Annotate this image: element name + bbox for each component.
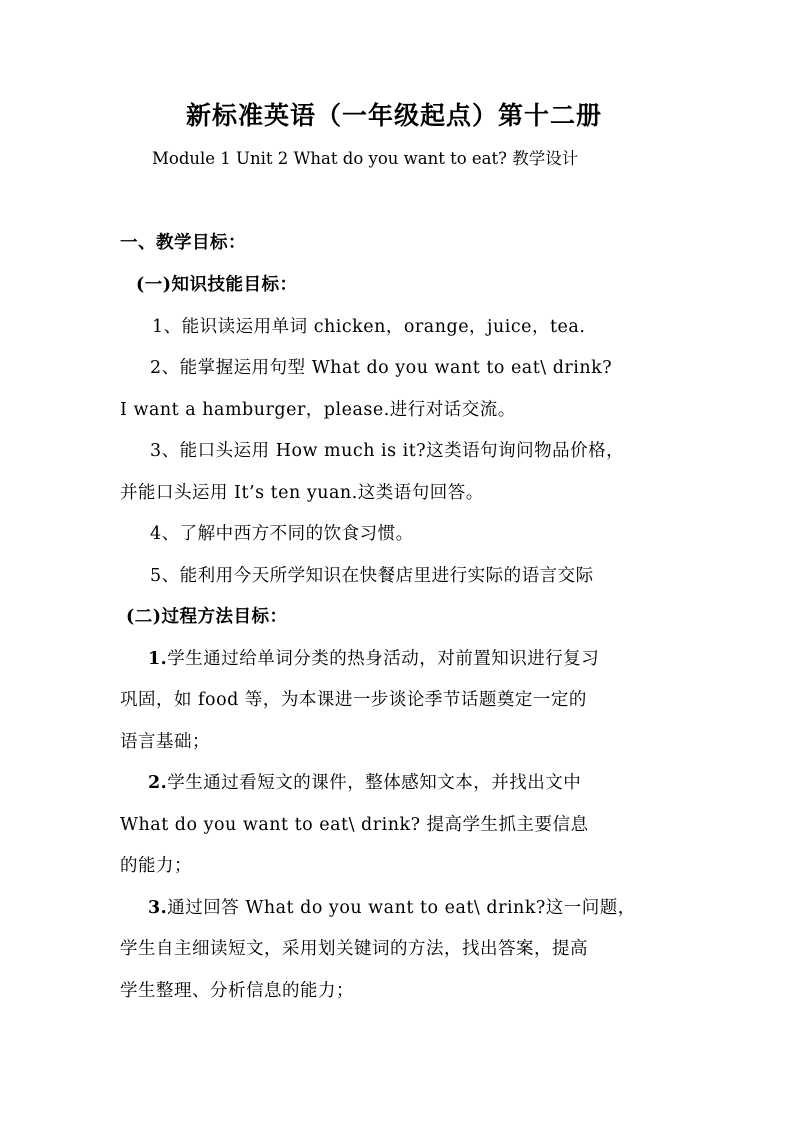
document-subtitle: Module 1 Unit 2 What do you want to eat? 教学设计 — [152, 149, 579, 168]
process-item-3-number: 3. — [148, 898, 168, 918]
process-item-3-cont-2: 学生整理、分析信息的能力； — [120, 981, 354, 1001]
process-item-2-text: 学生通过看短文的课件，整体感知文本，并找出文中 — [167, 773, 582, 793]
knowledge-item-1: 1、能识读运用单词 chicken，orange，juice，tea. — [152, 317, 586, 337]
process-item-3-text: 通过回答 What do you want to eat\ drink?这一问题， — [167, 898, 636, 918]
subsection-heading-process: (二)过程方法目标： — [126, 607, 288, 627]
knowledge-item-5: 5、能利用今天所学知识在快餐店里进行实际的语言交际 — [150, 566, 594, 586]
process-item-3 — [148, 897, 636, 919]
section-heading-objectives: 一、教学目标： — [120, 233, 246, 253]
knowledge-item-3-cont: 并能口头运用 It’s ten yuan.这类语句回答。 — [120, 483, 484, 503]
process-item-1-cont-2: 语言基础； — [120, 732, 210, 752]
process-item-3-cont: 学生自主细读短文，采用划关键词的方法，找出答案，提高 — [120, 939, 588, 959]
process-item-2-number: 2. — [148, 773, 168, 793]
knowledge-item-4: 4、了解中西方不同的饮食习惯。 — [150, 524, 414, 544]
subsection-heading-knowledge: (一)知识技能目标： — [136, 275, 298, 295]
process-item-2-cont-2: 的能力； — [120, 856, 192, 876]
document-title: 新标准英语（一年级起点）第十二册 — [186, 101, 603, 130]
process-item-1-number: 1. — [148, 649, 168, 669]
process-item-2-cont: What do you want to eat\ drink? 提高学生抓主要信息 — [120, 815, 589, 835]
knowledge-item-2: 2、能掌握运用句型 What do you want to eat\ drink? — [150, 358, 613, 378]
process-item-1-text: 学生通过给单词分类的热身活动，对前置知识进行复习 — [167, 649, 600, 669]
process-item-2 — [148, 772, 581, 794]
knowledge-item-3: 3、能口头运用 How much is it?这类语句询问物品价格， — [150, 441, 625, 461]
knowledge-item-2-cont: I want a hamburger，please.进行对话交流。 — [120, 400, 516, 420]
process-item-1 — [148, 648, 599, 670]
process-item-1-cont: 巩固，如 food 等，为本课进一步谈论季节话题奠定一定的 — [120, 690, 587, 710]
